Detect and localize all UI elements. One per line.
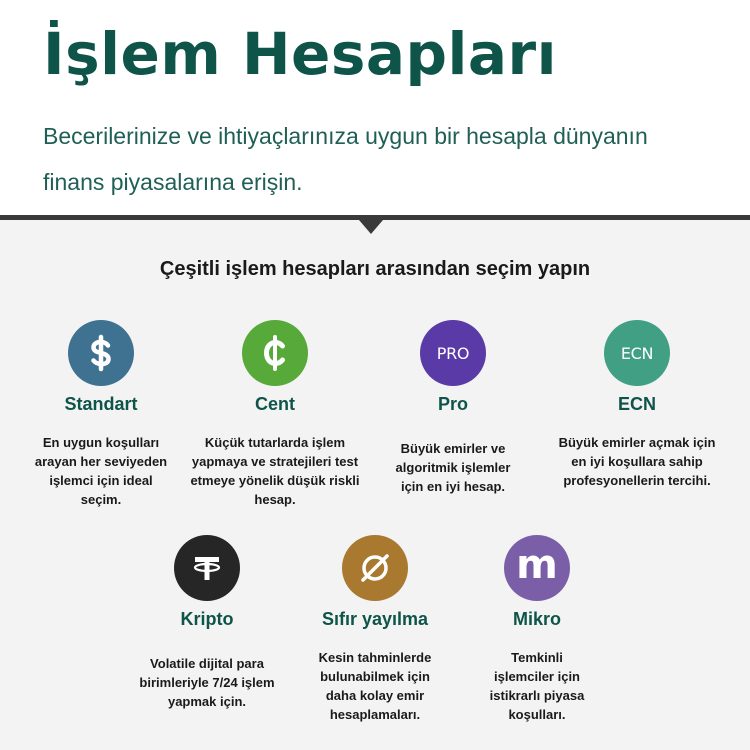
account-name: Pro: [437, 394, 468, 414]
account-card-standart[interactable]: [6, 320, 196, 509]
account-card-pro[interactable]: [358, 320, 548, 496]
account-description: Volatile dijital para birimleriyle 7/24 işlem yapmak için.: [139, 656, 275, 709]
dollar-icon: [68, 320, 134, 386]
account-description: Büyük emirler açmak için en iyi koşullara sahip profesyonellerin tercihi.: [558, 435, 716, 488]
section-heading: Çeşitli işlem hesapları arasından seçim yapın: [159, 258, 591, 280]
account-description: Küçük tutarlarda işlem yapmaya ve stratejileri test etmeye yönelik düşük riskli hesap.: [190, 435, 360, 507]
account-description: Temkinli işlemciler için istikrarlı piyasa koşulları.: [489, 650, 585, 722]
cent-icon: [242, 320, 308, 386]
account-card-mikro[interactable]: [442, 535, 632, 724]
account-card-kripto[interactable]: [112, 535, 302, 711]
account-name: Standart: [64, 394, 138, 414]
account-card-cent[interactable]: [180, 320, 370, 509]
account-name: Mikro: [512, 609, 561, 629]
page-title: İşlem Hesapları: [43, 20, 558, 88]
ecn-icon: ECN: [604, 320, 670, 386]
account-description: Büyük emirler ve algoritmik işlemler için en iyi hesap.: [395, 441, 511, 494]
account-name: Sıfır yayılma: [321, 609, 429, 629]
pro-icon: PRO: [420, 320, 486, 386]
divider-notch-icon: [359, 220, 383, 234]
page-subtitle: Becerilerinize ve ihtiyaçlarınıza uygun bir hesapla dünyanın finans piyasalarına erişin.: [43, 123, 648, 195]
zero-spread-icon: [342, 535, 408, 601]
account-description: En uygun koşulları arayan her seviyeden işlemci için ideal seçim.: [34, 435, 168, 507]
account-description: Kesin tahminlerde bulunabilmek için daha kolay emir hesaplamaları.: [318, 650, 432, 722]
account-card-ecn[interactable]: [542, 320, 732, 490]
micro-icon: m: [504, 535, 570, 601]
tether-icon: [174, 535, 240, 601]
account-name: ECN: [617, 394, 656, 414]
account-name: Kripto: [180, 609, 234, 629]
account-name: Cent: [255, 394, 295, 414]
header-section: [0, 0, 750, 218]
